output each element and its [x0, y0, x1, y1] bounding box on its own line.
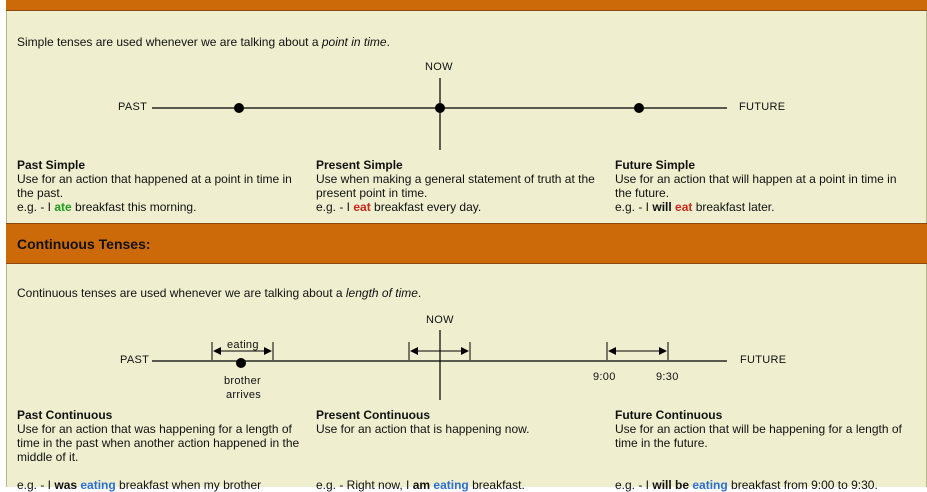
arrives-label: arrives — [226, 389, 262, 401]
column-title: Future Continuous — [615, 408, 723, 422]
past-label: PAST — [120, 354, 150, 366]
eating-label: eating — [227, 339, 259, 351]
future-simple-column — [615, 158, 905, 214]
future-label: FUTURE — [739, 101, 786, 113]
past-simple-column — [17, 158, 307, 214]
continuous-tenses-header-bar — [6, 223, 927, 264]
column-example: e.g. - I was eating breakfast when my brother — [17, 478, 262, 492]
future-continuous-column — [615, 408, 905, 492]
now-label: NOW — [426, 314, 454, 326]
continuous-intro — [17, 286, 421, 300]
continuous-header-title: Continuous Tenses: — [17, 236, 151, 252]
column-description: Use for an action that was happening for a length of time in the past when another action happened in the middle of it. — [17, 422, 300, 464]
column-description: Use for an action that will happen at a point in time in the future. — [615, 172, 897, 200]
intro-text: Simple tenses are used whenever we are talking about a — [17, 35, 322, 49]
time-start-label: 9:00 — [593, 371, 616, 383]
intro-text: Continuous tenses are used whenever we are talking about a — [17, 286, 346, 300]
column-description: Use for an action that happened at a point in time in the past. — [17, 172, 292, 200]
column-example: e.g. - I will eat breakfast later. — [615, 200, 775, 214]
intro-period: . — [417, 286, 422, 300]
past-label: PAST — [118, 101, 148, 113]
time-end-label: 9:30 — [656, 371, 679, 383]
column-title: Present Continuous — [316, 408, 431, 422]
column-description: Use for an action that will be happening for a length of time in the future. — [615, 422, 902, 450]
intro-emphasis: length of time — [345, 286, 418, 300]
present-point — [435, 103, 445, 113]
column-title: Past Continuous — [17, 408, 113, 422]
brother-arrives-point — [236, 358, 246, 368]
present-continuous-column — [316, 408, 606, 492]
column-example: e.g. - Right now, I am eating breakfast. — [316, 478, 525, 492]
column-example: e.g. - I will be eating breakfast from 9:00 to 9:30. — [615, 478, 878, 492]
intro-emphasis: point in time — [321, 35, 387, 49]
now-label: NOW — [425, 61, 453, 73]
intro-period: . — [386, 35, 390, 49]
future-point — [634, 103, 644, 113]
column-description: Use for an action that is happening now. — [316, 422, 530, 436]
brother-label: brother — [224, 375, 261, 387]
present-simple-column — [316, 158, 606, 214]
column-example: e.g. - I ate breakfast this morning. — [17, 200, 197, 214]
future-label: FUTURE — [740, 354, 787, 366]
column-description: Use when making a general statement of truth at the present point in time. — [316, 172, 595, 200]
column-title: Past Simple — [17, 158, 86, 172]
column-example: e.g. - I eat breakfast every day. — [316, 200, 482, 214]
column-title: Present Simple — [316, 158, 403, 172]
column-title: Future Simple — [615, 158, 696, 172]
past-point — [234, 103, 244, 113]
past-continuous-column — [17, 408, 307, 492]
